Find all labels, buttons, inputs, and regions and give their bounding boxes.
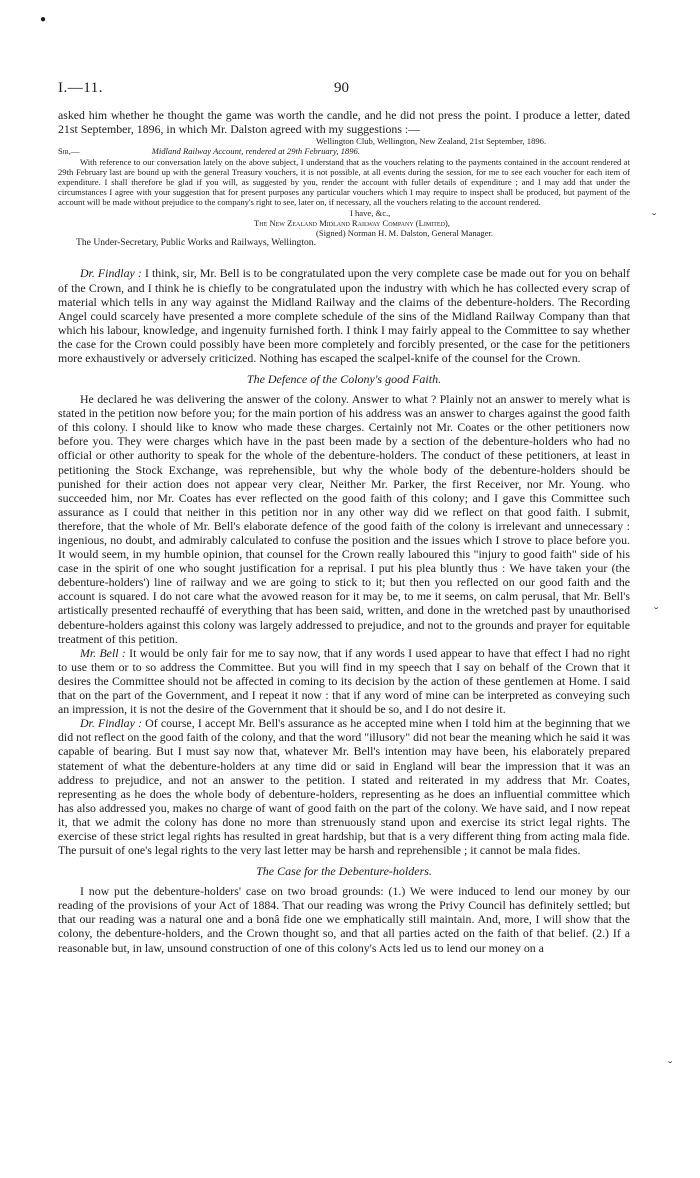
paragraph-text: I now put the debenture-holders' case on two broad grounds: (1.) We were induced to lend our money by our reading of the provisions of your Act of 1884. That our reading was wrong the Privy Council has definitely settled; but that our reading was a natural one and a bonâ fide one we emphatically still maintain. And, more, I will show that the colony, the debenture-holders, and the Crown thought so, and that all parties acted on the faith of that belief. (2.) If a reasonable but, in law, unsound construction of one of this colony's Acts led us to lend our money on a — [58, 884, 630, 955]
margin-tick-mark: ˇ — [652, 210, 657, 225]
speaker-name: Dr. Findlay : — [80, 266, 142, 281]
body-paragraph — [58, 392, 630, 646]
body-paragraph — [58, 716, 630, 857]
document-reference: I.—11. — [58, 80, 103, 96]
paragraph-group-1 — [58, 266, 630, 365]
section-heading-defence: The Defence of the Colony's good Faith. — [246, 372, 442, 387]
page-body — [58, 108, 630, 955]
speaker-name: Mr. Bell : — [80, 645, 126, 660]
margin-mark: ● — [40, 14, 47, 25]
letter-company: The New Zealand Midland Railway Company (Limited), — [254, 217, 450, 228]
body-paragraph — [58, 266, 630, 365]
paragraph-text: I think, sir, Mr. Bell is to be congratulated upon the very complete case be made out for you on behalf of the Crown, and I think he is chiefly to be congratulated upon the industry with which he has collected every scrap of material which tells in any way against the Midland Railway and the claims of the debenture-holders. The Recording Angel could scarcely have presented a more complete schedule of the sins of the Midland Railway Company than that which his labour, knowledge, and ingenuity furnished forth. I think I may fairly appeal to the Committee to say whether the case for the Crown could possibly have been more completely and forcibly presented, or the case for the petitioners more exhaustively or adversely criticized. Nothing has escaped the scalpel-knife of the counsel for the Crown. — [58, 266, 630, 365]
paragraph-text: It would be only fair for me to say now, that if any words I used appear to have that effect I had no right to use them or to so address the Committee. But you will find in my speech that I say on behalf of the Crown that it desires the Committee should not be affected in coming to its decision by the action of these gentlemen at Home. I said that on the part of the Government, and I repeat it now : that if any word of mine can be interpreted as conveying such an impression, it is not the desire of the Government that it should be so, and I do not desire it. — [58, 645, 630, 717]
speaker-name: Dr. Findlay : — [80, 716, 142, 731]
letter-subject: Midland Railway Account, rendered at 29th February, 1896. — [151, 146, 360, 157]
paragraph-text: He declared he was delivering the answer of the colony. Answer to what ? Plainly not an answer to merely what is stated in the petition now before you; for the main portion of his address was an answer to charges against the good faith of this colony. I should like to know who made these charges. Certainly not Mr. Coates or the other petitioners now before you. They were charges which have in the past been made by a section of the debenture-holders who had no official or other authority to speak for the whole of the debenture-holders. The conduct of these petitioners, at least in petitioning the Stock Exchange, was reprehensible, but why the whole body of the debenture-holders should be punished for their action does not appear very clear, Neither Mr. Parker, the first Receiver, nor Mr. Young. who succeeded him, nor Mr. Coates has ever reflected on the good faith of this colony; and I gave this Committee such assurance as I could that neither in this petition nor in any other way did we reflect on that good faith. I submit, therefore, that the whole of Mr. Bell's elaborate defence of the good faith of the colony is irrelevant and unnecessary : ingenious, no doubt, and admirably calculated to confuse the position and the issues which I strove to place before you. It would seem, in my humble opinion, that counsel for the Crown really laboured this "injury to good faith" side of his case in the spirit of one who sought justification for a reprisal. I put his plea bluntly thus : We have taken your (the debenture-holders') line of railway and we are going to stick to it; but then you reflected on our good faith and the account is squared. I do not care what the avowed reason for it may be, to me it seems, on calm perusal, that Mr. Bell's artistically presented rechauffé of everything that has been said, written, and done in the wretched past by unauthorised debenture-holders against this colony was largely addressed to prejudice, and not to the grounds and prayer for equitable treatment of this petition. — [58, 392, 630, 646]
section-heading-case: The Case for the Debenture-holders. — [256, 864, 432, 879]
letter-addressee: The Under-Secretary, Public Works and Railways, Wellington. — [76, 237, 317, 249]
letter-address: Wellington Club, Wellington, New Zealand, 21st September, 1896. — [316, 136, 547, 147]
paragraph-group-3 — [58, 884, 630, 954]
paragraph-text: Of course, I accept Mr. Bell's assurance as he accepted mine when I told him at the beginning that we did not reflect on the good faith of the colony, and that the word "illusory" did not bear the meaning which he said it was capable of bearing. But I must say now that, whatever Mr. Bell's intention may have been, his elaborately prepared statement of what the debenture-holders at any time did or said in England will bear the impression that it was an address to prejudice, and not an answer to the petition. I stated and reiterated in my address that Mr. Coates, representing as he does the whole body of debenture-holders, representing as he does an influential committee which has also addressed you, makes no charge of want of good faith on the part of the colony. We have said, and I now repeat it, that we admit the colony has done no more than strenuously stand upon and exercise its strict legal rights. The exercise of these strict legal rights has resulted in great hardship, but that is a very different thing from acting mala fide. The pursuit of one's legal rights to the very last letter may be harsh and reprehensible ; it cannot be mala fides. — [58, 716, 631, 858]
paragraph-group-2 — [58, 392, 630, 857]
letter-body: With reference to our conversation lately on the above subject, I understand that as the vouchers relating to the payments contained in the account rendered at 29th February last are bound up with the general Treasury vouchers, it is not possible, at all events during the session, for me to see each voucher for each item of expenditure. I shall therefore be glad if you will, as suggested by you, render the account with fuller details of expenditure ; and I may add that under the circumstances I agree with your suggestion that for present purposes any particular vouchers which I may require to inspect shall be produced, but payment of the account will be made without prejudice to the company's right to see, later on, if necessary, all the vouchers relating to the account rendered. — [58, 156, 630, 208]
quoted-letter — [58, 136, 630, 248]
body-paragraph — [58, 646, 630, 716]
margin-tick-mark: ˇ — [654, 604, 659, 619]
letter-subject-line — [58, 146, 630, 156]
margin-tick-mark: ˇ — [668, 1058, 673, 1073]
body-paragraph — [58, 884, 630, 954]
letter-closing: I have, &c., — [350, 207, 391, 218]
page-number: 90 — [334, 80, 349, 96]
letter-salutation: Sir,— — [58, 146, 80, 157]
letter-signature: (Signed) Norman H. M. Dalston, General Manager. — [316, 228, 494, 239]
opening-paragraph: asked him whether he thought the game was worth the candle, and he did not press the point. I produce a letter, dated 21st September, 1896, in which Mr. Dalston agreed with my suggestions :— — [58, 108, 630, 137]
